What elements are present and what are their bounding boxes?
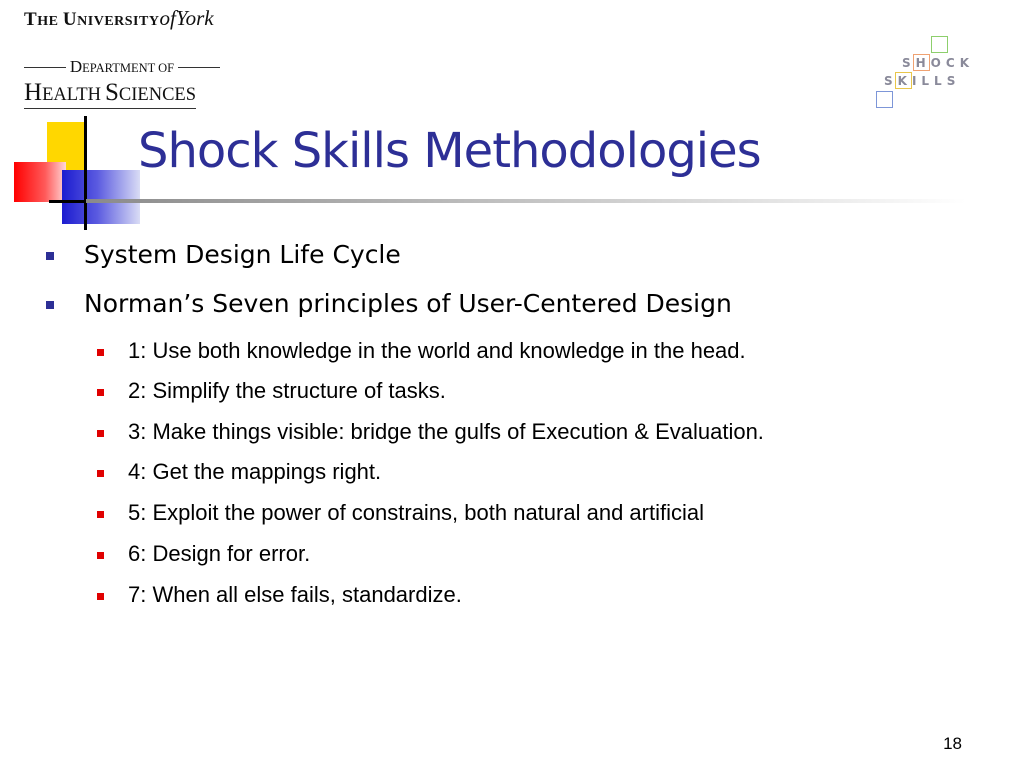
department-rule-right [178,67,220,68]
logo-word-skills: SKILLS [884,74,961,88]
bullet-item: Norman’s Seven principles of User-Centered Design [84,289,732,318]
health-sciences-label: HEALTH SCIENCES [24,79,196,109]
sub-bullet-item: 1: Use both knowledge in the world and knowledge in the head. [128,338,746,364]
bullet-square-icon [46,301,54,309]
university-header [24,6,224,110]
sub-bullet-square-icon [97,349,104,356]
sub-bullet-square-icon [97,470,104,477]
department-label: DEPARTMENT OF [24,57,220,77]
sub-bullet-item: 2: Simplify the structure of tasks. [128,378,446,404]
deco-red-square [14,162,66,202]
sub-bullet-square-icon [97,593,104,600]
sub-bullet-item: 6: Design for error. [128,541,310,567]
bullet-square-icon [46,252,54,260]
sub-bullet-square-icon [97,511,104,518]
deco-horizontal-line [49,200,91,203]
sub-bullet-item: 7: When all else fails, standardize. [128,582,462,608]
sub-bullet-square-icon [97,552,104,559]
university-name: THE UNIVERSITYofYork [24,6,214,30]
sub-bullet-square-icon [97,389,104,396]
sub-bullet-square-icon [97,430,104,437]
sub-bullet-item: 4: Get the mappings right. [128,459,381,485]
logo-square-blue [876,91,893,108]
sub-bullet-item: 5: Exploit the power of constrains, both natural and artificial [128,500,704,526]
deco-blue-square [62,170,140,224]
title-underline [86,199,966,203]
decorative-squares [0,110,150,230]
sub-bullet-item: 3: Make things visible: bridge the gulfs of Execution & Evaluation. [128,419,764,445]
deco-vertical-line [84,116,87,230]
slide-title: Shock Skills Methodologies [138,123,761,179]
department-rule-left [24,67,66,68]
logo-word-shock: SHOCK [902,56,974,70]
shock-skills-logo [868,30,978,114]
page-number: 18 [943,734,962,753]
logo-square-green [931,36,948,53]
bullet-item: System Design Life Cycle [84,240,401,269]
